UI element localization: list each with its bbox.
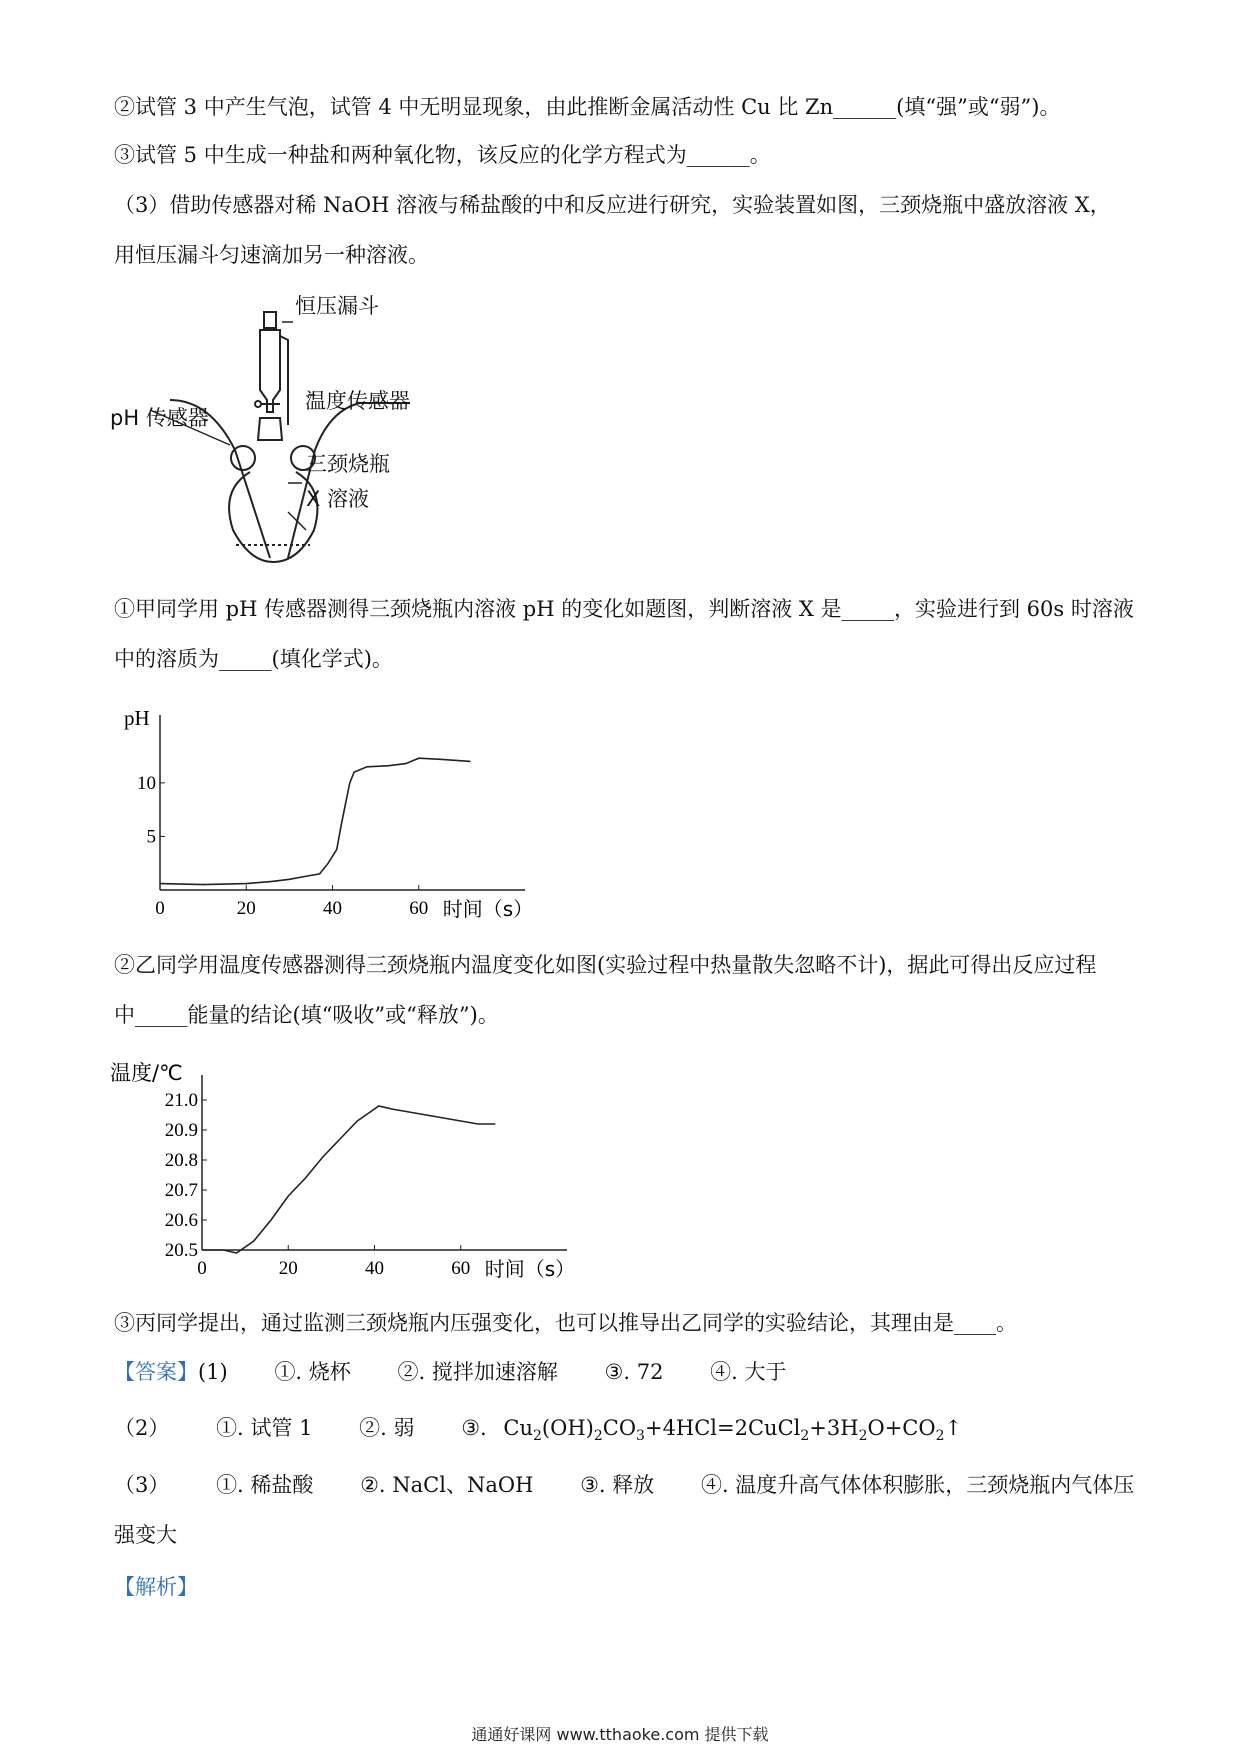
label-flask: 三颈烧瓶 [306, 452, 390, 476]
q3-intro-line-1: （3）借助传感器对稀 NaOH 溶液与稀盐酸的中和反应进行研究，实验装置如图，三颈烧瓶中盛放溶液 X， [114, 193, 1111, 217]
answer-2-eq-label: ③. [461, 1416, 487, 1440]
label-funnel: 恒压漏斗 [295, 294, 379, 318]
y-tick-label: 20.7 [164, 1180, 198, 1201]
x-tick-label: 40 [365, 1258, 384, 1279]
y-tick-label: 5 [146, 826, 156, 848]
q3-intro-line-2: 用恒压漏斗匀速滴加另一种溶液。 [114, 243, 429, 267]
y-tick-label: 20.8 [164, 1150, 198, 1171]
ph-chart [110, 700, 580, 930]
answer-3-item-3: ③. 释放 [580, 1473, 655, 1497]
answer-line-3 [114, 1470, 1134, 1500]
label-temp-sensor: 温度传感器 [305, 389, 410, 413]
answer-1-item-2: ②. 搅拌加速溶解 [397, 1360, 558, 1384]
answer-line-4: 强变大 [114, 1523, 177, 1547]
label-ph-sensor: pH 传感器 [110, 406, 209, 430]
answer-line-1 [114, 1357, 786, 1387]
answer-1-item-1: ①. 烧杯 [274, 1360, 351, 1384]
y-axis-label: pH [124, 706, 150, 730]
temperature-chart [110, 1050, 630, 1280]
analysis-tag: 【解析】 [114, 1575, 198, 1599]
series-line [160, 758, 471, 884]
apparatus-diagram [110, 294, 510, 580]
x-tick-label: 20 [236, 898, 256, 919]
y-tick-label: 20.6 [164, 1210, 198, 1231]
q3-2-line-1: ②乙同学用温度传感器测得三颈烧瓶内温度变化如图(实验过程中热量散失忽略不计)，据此可得出反应过程 [114, 953, 1097, 977]
x-tick-label: 60 [409, 898, 429, 919]
chemical-equation: $Cu_2(OH)_2CO_3+4HCl=2CuCl_2+3H_2O+CO_2↑$ [503, 1416, 963, 1444]
x-tick-label: 40 [323, 898, 342, 919]
answer-part-2-num: （2） [114, 1416, 170, 1440]
q3-3-line: ③丙同学提出，通过监测三颈烧瓶内压强变化，也可以推导出乙同学的实验结论，其理由是____。 [114, 1311, 1017, 1335]
y-tick-label: 10 [137, 772, 156, 794]
answer-part-1-num: (1) [198, 1360, 228, 1384]
series-line [202, 1106, 495, 1253]
x-tick-label: 20 [278, 1258, 298, 1279]
answer-tag: 【答案】 [114, 1360, 198, 1384]
q3-1-line-1: ①甲同学用 pH 传感器测得三颈烧瓶内溶液 pH 的变化如题图，判断溶液 X 是_____，实验进行到 60s 时溶液 [114, 597, 1134, 621]
y-tick-label: 20.9 [164, 1120, 198, 1141]
q3-1-line-2: 中的溶质为_____(填化学式)。 [114, 647, 393, 671]
answer-3-item-2: ②. NaCl、NaOH [360, 1473, 534, 1497]
answer-2-item-1: ①. 试管 1 [216, 1416, 313, 1440]
x-tick-label: 0 [155, 898, 165, 919]
answer-1-item-4: ④. 大于 [710, 1360, 787, 1384]
answer-3-item-4: ④. 温度升高气体体积膨胀，三颈烧瓶内气体压 [700, 1473, 1135, 1497]
label-x-solution: X 溶液 [306, 487, 370, 511]
y-tick-label: 20.5 [164, 1240, 198, 1261]
footer: 通通好课网 www.tthaoke.com 提供下载 [471, 1725, 769, 1744]
q2-item-2: ②试管 3 中产生气泡，试管 4 中无明显现象，由此推断金属活动性 Cu 比 Zn______(填“强”或“弱”)。 [114, 95, 1061, 119]
x-axis-label: 时间（s） [442, 897, 534, 921]
q3-2-line-2: 中_____能量的结论(填“吸收”或“释放”)。 [114, 1003, 499, 1027]
y-axis-label: 温度/℃ [110, 1061, 183, 1085]
answer-line-2 [114, 1413, 962, 1451]
answer-1-item-3: ③. 72 [604, 1360, 664, 1384]
answer-part-3-num: （3） [114, 1473, 170, 1497]
x-axis-label: 时间（s） [484, 1257, 576, 1281]
answer-3-item-1: ①. 稀盐酸 [216, 1473, 314, 1497]
answer-2-item-2: ②. 弱 [359, 1416, 415, 1440]
x-tick-label: 60 [451, 1258, 471, 1279]
x-tick-label: 0 [197, 1258, 207, 1279]
y-tick-label: 21.0 [164, 1090, 198, 1111]
q2-item-3: ③试管 5 中生成一种盐和两种氧化物，该反应的化学方程式为______。 [114, 143, 771, 167]
